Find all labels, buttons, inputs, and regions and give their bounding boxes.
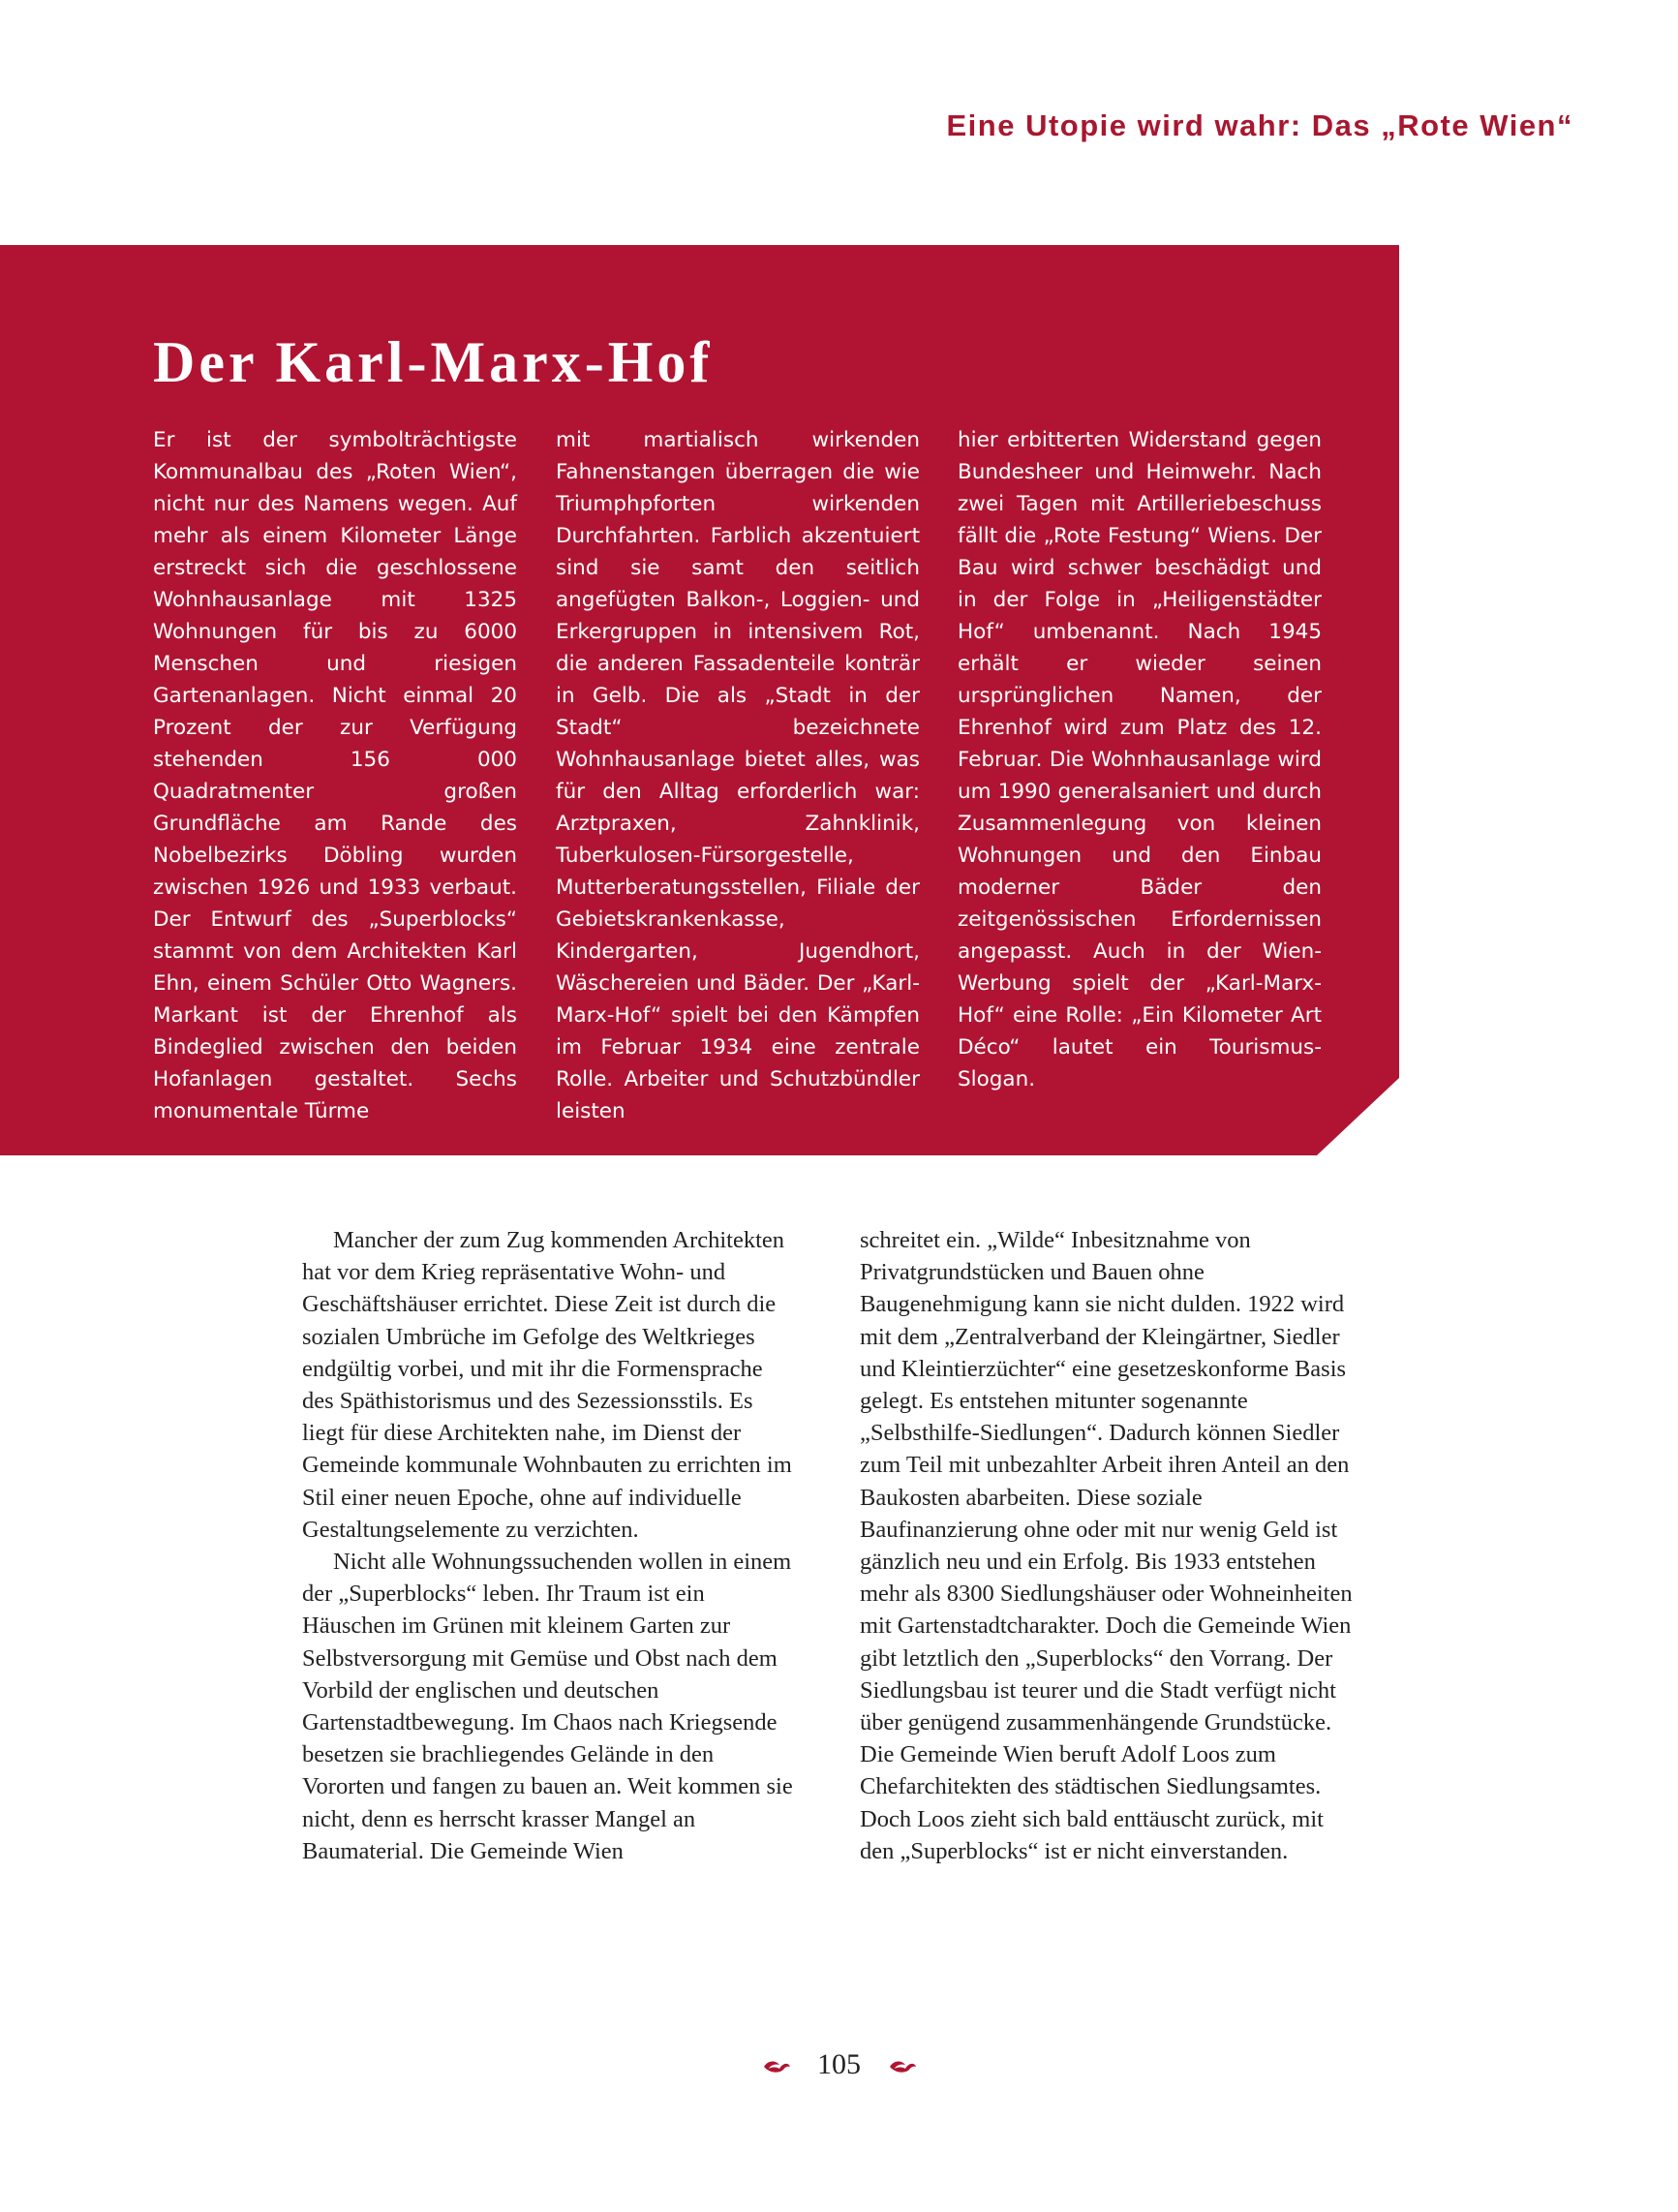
fleuron-icon [762, 2050, 791, 2083]
body-column-2 [860, 1224, 1354, 1867]
infobox-column-3: hier erbitterten Widerstand gegen Bundesheer und Heimwehr. Nach zwei Tagen mit Artilleriebeschuss fällt die „Rote Festung“ Wiens. Der Bau wird schwer beschädigt und in der Folge in „Heiligenstädter Hof“ umbenannt. Nach 1945 erhält er wieder seinen ursprünglichen Namen, der Ehrenhof wird zum Platz des 12. Februar. Die Wohnhausanlage wird um 1990 generalsaniert und durch Zusammenlegung von kleinen Wohnungen und den Einbau moderner Bäder den zeitgenössischen Erfordernissen angepasst. Auch in der Wien-Werbung spielt der „Karl-Marx-Hof“ eine Rolle: „Ein Kilometer Art Déco“ lautet ein Tourismus-Slogan. [958, 428, 1322, 1091]
body-paragraph: schreitet ein. „Wilde“ Inbesitznahme von Privatgrundstücken und Bauen ohne Baugenehmigung kann sie nicht dulden. 1922 wird mit dem „Zentralverband der Kleingärtner, Siedler und Kleintierzüchter“ eine gesetzeskonforme Basis gelegt. Es entstehen mitunter sogenannte „Selbsthilfe-Siedlungen“. Dadurch können Siedler zum Teil mit unbezahlter Arbeit ihren Anteil an den Baukosten abarbeiten. Diese soziale Baufinanzierung ohne oder mit nur wenig Geld ist gänzlich neu und ein Erfolg. Bis 1933 entstehen mehr als 8300 Siedlungshäuser oder Wohneinheiten mit Gartenstadtcharakter. Doch die Gemeinde Wien gibt letztlich den „Superblocks“ den Vorrang. Der Siedlungsbau ist teurer und die Stadt verfügt nicht über genügend zusammenhängende Grundstücke. Die Gemeinde Wien beruft Adolf Loos zum Chefarchitekten des städtischen Siedlungsamtes. Doch Loos zieht sich bald enttäuscht zurück, mit den „Superblocks“ ist er nicht einverstanden. [860, 1227, 1353, 1864]
body-paragraph: Nicht alle Wohnungssuchenden wollen in einem der „Superblocks“ leben. Ihr Traum ist ein Häuschen im Grünen mit kleinem Garten zur Selbstversorgung mit Gemüse und Obst nach dem Vorbild der englischen und deutschen Gartenstadtbewegung. Im Chaos nach Kriegsende besetzen sie brachliegendes Gelände in den Vororten und fangen zu bauen an. Weit kommen sie nicht, denn es herrscht krasser Mangel an Baumaterial. Die Gemeinde Wien [302, 1549, 793, 1864]
page-number: 105 [817, 2048, 861, 2080]
body-column-1 [302, 1224, 796, 1867]
infobox-column-2: mit martialisch wirkenden Fahnenstangen überragen die wie Triumphpforten wirkenden Durchfahrten. Farblich akzentuiert sind sie samt den seitlich angefügten Balkon-, Loggien- und Erkergruppen in intensivem Rot, die anderen Fassadenteile konträr in Gelb. Die als „Stadt in der Stadt“ bezeichnete Wohnhausanlage bietet alles, was für den Alltag erforderlich war: Arztpraxen, Zahnklinik, Tuberkulosen-Fürsorgestelle, Mutterberatungsstellen, Filiale der Gebietskrankenkasse, Kindergarten, Jugendhort, Wäschereien und Bäder. Der „Karl-Marx-Hof“ spielt bei den Kämpfen im Februar 1934 eine zentrale Rolle. Arbeiter und Schutzbündler leisten [556, 428, 920, 1123]
body-paragraph: Mancher der zum Zug kommenden Architekten hat vor dem Krieg repräsentative Wohn- und Geschäftshäuser errichtet. Diese Zeit ist durch die sozialen Umbrüche im Gefolge des Weltkrieges endgültig vorbei, und mit ihr die Formensprache des Späthistorismus und des Sezessionsstils. Es liegt für diese Architekten nahe, im Dienst der Gemeinde kommunale Wohnbauten zu errichten im Stil einer neuen Epoche, ohne auf individuelle Gestaltungselemente zu verzichten. [302, 1227, 792, 1543]
page-footer [0, 2048, 1678, 2083]
running-header: Eine Utopie wird wahr: Das „Rote Wien“ [946, 108, 1573, 142]
infobox-column-1: Er ist der symbolträchtigste Kommunalbau des „Roten Wien“, nicht nur des Namens wegen. Auf mehr als einem Kilometer Länge erstreckt sich die geschlossene Wohnhausanlage mit 1325 Wohnungen für bis zu 6000 Menschen und riesigen Gartenanlagen. Nicht einmal 20 Prozent der zur Verfügung stehenden 156 000 Quadratmenter großen Grundfläche am Rande des Nobelbezirks Döbling wurden zwischen 1926 und 1933 verbaut. Der Entwurf des „Superblocks“ stammt von dem Architekten Karl Ehn, einem Schüler Otto Wagners. Markant ist der Ehrenhof als Bindeglied zwischen den beiden Hofanlagen gestaltet. Sechs monumentale Türme [153, 428, 517, 1123]
fleuron-icon [888, 2050, 917, 2083]
infobox-title: Der Karl-Marx-Hof [153, 330, 714, 394]
